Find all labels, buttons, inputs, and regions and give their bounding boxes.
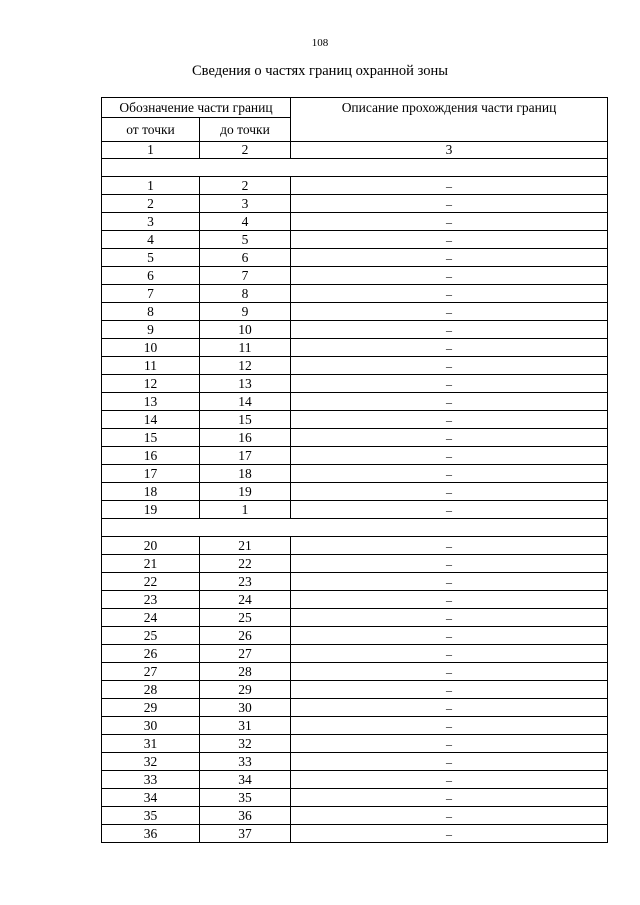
to-point-cell: 4 <box>200 213 291 231</box>
to-point-cell: 14 <box>200 393 291 411</box>
description-cell: – <box>291 249 608 267</box>
table-row <box>102 771 608 789</box>
table-row <box>102 483 608 501</box>
description-cell: – <box>291 717 608 735</box>
table-row <box>102 393 608 411</box>
boundary-table <box>101 97 608 843</box>
to-point-cell: 30 <box>200 699 291 717</box>
description-cell: – <box>291 465 608 483</box>
description-cell: – <box>291 231 608 249</box>
to-point-cell: 32 <box>200 735 291 753</box>
from-point-cell: 7 <box>102 285 200 303</box>
table-row <box>102 537 608 555</box>
description-cell: – <box>291 267 608 285</box>
table-row <box>102 267 608 285</box>
table-row <box>102 717 608 735</box>
to-point-cell: 3 <box>200 195 291 213</box>
to-point-cell: 29 <box>200 681 291 699</box>
from-point-cell: 1 <box>102 177 200 195</box>
section-separator-cell <box>102 519 608 537</box>
from-point-cell: 10 <box>102 339 200 357</box>
table-row <box>102 357 608 375</box>
description-cell: – <box>291 447 608 465</box>
table-row <box>102 285 608 303</box>
to-point-cell: 10 <box>200 321 291 339</box>
table-row <box>102 447 608 465</box>
from-point-cell: 19 <box>102 501 200 519</box>
from-point-cell: 18 <box>102 483 200 501</box>
description-cell: – <box>291 411 608 429</box>
description-cell: – <box>291 429 608 447</box>
description-cell: – <box>291 573 608 591</box>
description-cell: – <box>291 195 608 213</box>
from-point-cell: 27 <box>102 663 200 681</box>
document-title: Сведения о частях границ охранной зоны <box>192 63 448 79</box>
to-point-cell: 21 <box>200 537 291 555</box>
table-row <box>102 825 608 843</box>
section-separator-cell <box>102 159 608 177</box>
from-point-cell: 20 <box>102 537 200 555</box>
from-point-cell: 2 <box>102 195 200 213</box>
description-cell: – <box>291 375 608 393</box>
from-point-header: от точки <box>102 118 200 142</box>
to-point-cell: 6 <box>200 249 291 267</box>
description-cell: – <box>291 213 608 231</box>
description-cell: – <box>291 591 608 609</box>
description-cell: – <box>291 393 608 411</box>
from-point-cell: 14 <box>102 411 200 429</box>
to-point-cell: 37 <box>200 825 291 843</box>
page-number: 108 <box>311 37 329 49</box>
table-row <box>102 231 608 249</box>
from-point-cell: 15 <box>102 429 200 447</box>
table-row <box>102 411 608 429</box>
table-row <box>102 681 608 699</box>
to-point-cell: 1 <box>200 501 291 519</box>
description-cell: – <box>291 645 608 663</box>
from-point-cell: 4 <box>102 231 200 249</box>
table-row <box>102 573 608 591</box>
from-point-cell: 11 <box>102 357 200 375</box>
from-point-cell: 13 <box>102 393 200 411</box>
to-point-cell: 13 <box>200 375 291 393</box>
table-row <box>102 699 608 717</box>
table-row <box>102 321 608 339</box>
section-separator-row <box>102 519 608 537</box>
table-row <box>102 807 608 825</box>
description-cell: – <box>291 789 608 807</box>
table-row <box>102 645 608 663</box>
description-cell: – <box>291 321 608 339</box>
to-point-cell: 5 <box>200 231 291 249</box>
from-point-cell: 9 <box>102 321 200 339</box>
table-row <box>102 375 608 393</box>
table-row <box>102 753 608 771</box>
to-point-cell: 22 <box>200 555 291 573</box>
table-row <box>102 465 608 483</box>
from-point-cell: 22 <box>102 573 200 591</box>
to-point-cell: 12 <box>200 357 291 375</box>
table-row <box>102 735 608 753</box>
designation-header: Обозначение части границ <box>102 98 291 118</box>
from-point-cell: 12 <box>102 375 200 393</box>
from-point-cell: 34 <box>102 789 200 807</box>
description-cell: – <box>291 537 608 555</box>
to-point-cell: 7 <box>200 267 291 285</box>
table-row <box>102 555 608 573</box>
from-point-cell: 3 <box>102 213 200 231</box>
to-point-cell: 16 <box>200 429 291 447</box>
to-point-cell: 36 <box>200 807 291 825</box>
from-point-cell: 26 <box>102 645 200 663</box>
to-point-header: до точки <box>200 118 291 142</box>
column-number: 2 <box>200 142 291 159</box>
to-point-cell: 23 <box>200 573 291 591</box>
description-cell: – <box>291 771 608 789</box>
from-point-cell: 33 <box>102 771 200 789</box>
description-cell: – <box>291 357 608 375</box>
description-cell: – <box>291 177 608 195</box>
to-point-cell: 27 <box>200 645 291 663</box>
to-point-cell: 19 <box>200 483 291 501</box>
description-cell: – <box>291 483 608 501</box>
table-row <box>102 303 608 321</box>
description-cell: – <box>291 663 608 681</box>
table-body <box>102 159 608 843</box>
table-row <box>102 591 608 609</box>
table-row <box>102 177 608 195</box>
from-point-cell: 8 <box>102 303 200 321</box>
to-point-cell: 34 <box>200 771 291 789</box>
from-point-cell: 21 <box>102 555 200 573</box>
from-point-cell: 25 <box>102 627 200 645</box>
description-cell: – <box>291 609 608 627</box>
description-header: Описание прохождения части границ <box>291 98 608 142</box>
table-row <box>102 339 608 357</box>
to-point-cell: 26 <box>200 627 291 645</box>
description-cell: – <box>291 339 608 357</box>
to-point-cell: 15 <box>200 411 291 429</box>
to-point-cell: 18 <box>200 465 291 483</box>
from-point-cell: 23 <box>102 591 200 609</box>
from-point-cell: 5 <box>102 249 200 267</box>
description-cell: – <box>291 501 608 519</box>
from-point-cell: 36 <box>102 825 200 843</box>
from-point-cell: 30 <box>102 717 200 735</box>
from-point-cell: 17 <box>102 465 200 483</box>
description-cell: – <box>291 807 608 825</box>
to-point-cell: 11 <box>200 339 291 357</box>
to-point-cell: 33 <box>200 753 291 771</box>
from-point-cell: 6 <box>102 267 200 285</box>
description-cell: – <box>291 825 608 843</box>
table-row <box>102 627 608 645</box>
table-row <box>102 663 608 681</box>
description-cell: – <box>291 735 608 753</box>
from-point-cell: 28 <box>102 681 200 699</box>
description-cell: – <box>291 303 608 321</box>
column-number: 1 <box>102 142 200 159</box>
section-separator-row <box>102 159 608 177</box>
table-row <box>102 501 608 519</box>
table-row <box>102 195 608 213</box>
from-point-cell: 32 <box>102 753 200 771</box>
description-cell: – <box>291 285 608 303</box>
to-point-cell: 28 <box>200 663 291 681</box>
to-point-cell: 31 <box>200 717 291 735</box>
to-point-cell: 8 <box>200 285 291 303</box>
description-cell: – <box>291 699 608 717</box>
from-point-cell: 31 <box>102 735 200 753</box>
to-point-cell: 17 <box>200 447 291 465</box>
to-point-cell: 25 <box>200 609 291 627</box>
table-row <box>102 789 608 807</box>
from-point-cell: 16 <box>102 447 200 465</box>
to-point-cell: 35 <box>200 789 291 807</box>
from-point-cell: 24 <box>102 609 200 627</box>
table-row <box>102 609 608 627</box>
description-cell: – <box>291 681 608 699</box>
to-point-cell: 9 <box>200 303 291 321</box>
description-cell: – <box>291 627 608 645</box>
to-point-cell: 2 <box>200 177 291 195</box>
to-point-cell: 24 <box>200 591 291 609</box>
description-cell: – <box>291 555 608 573</box>
table-row <box>102 249 608 267</box>
from-point-cell: 29 <box>102 699 200 717</box>
description-cell: – <box>291 753 608 771</box>
table-row <box>102 213 608 231</box>
column-number: 3 <box>291 142 608 159</box>
from-point-cell: 35 <box>102 807 200 825</box>
table-row <box>102 429 608 447</box>
